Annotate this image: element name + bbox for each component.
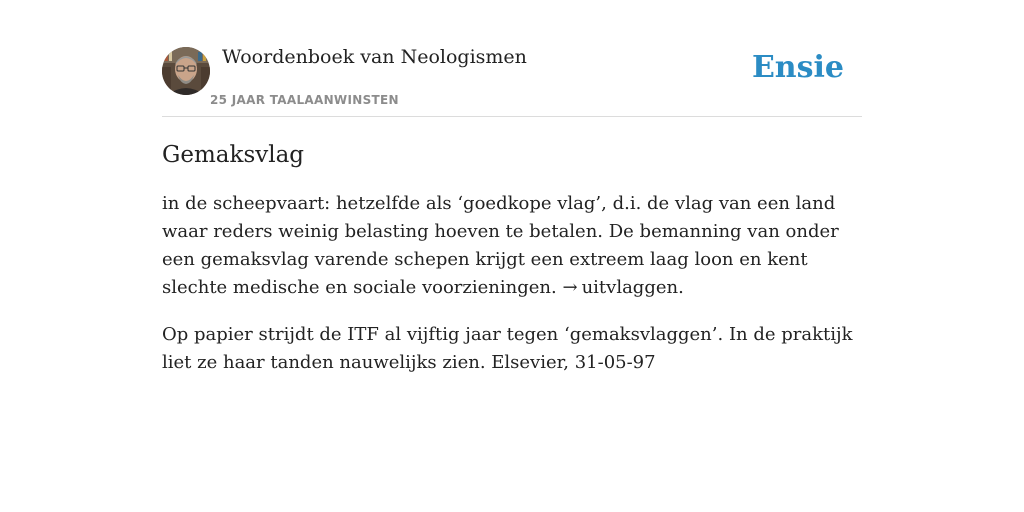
entry-headword: Gemaksvlag bbox=[162, 142, 305, 168]
dictionary-subtitle: 25 JAAR TAALAANWINSTEN bbox=[210, 93, 399, 107]
dictionary-entry bbox=[162, 138, 862, 396]
author-photo-icon bbox=[162, 47, 210, 95]
entry-citation: Op papier strijdt de ITF al vijftig jaar tegen ‘gemaksvlaggen’. In de praktijk liet ze haar tanden nauwelijks zien. Elsevier, 31-05-97 bbox=[162, 324, 853, 373]
cross-reference-link[interactable]: uitvlaggen. bbox=[581, 277, 684, 298]
dictionary-title[interactable]: Woordenboek van Neologismen bbox=[222, 46, 527, 68]
ensie-logo[interactable]: Ensie bbox=[751, 50, 844, 85]
dictionary-header bbox=[162, 44, 862, 117]
arrow-right-icon: → bbox=[562, 277, 578, 298]
avatar[interactable] bbox=[162, 47, 210, 95]
definition-text: in de scheepvaart: hetzelfde als ‘goedkope vlag’, d.i. de vlag van een land waar reders weinig belasting hoeven te betalen. De bemanning van onder een gemaksvlag varende schepen krijgt een extreem laag loon en kent slechte medische en sociale voorzieningen. bbox=[162, 193, 839, 298]
entry-definition bbox=[162, 190, 862, 302]
